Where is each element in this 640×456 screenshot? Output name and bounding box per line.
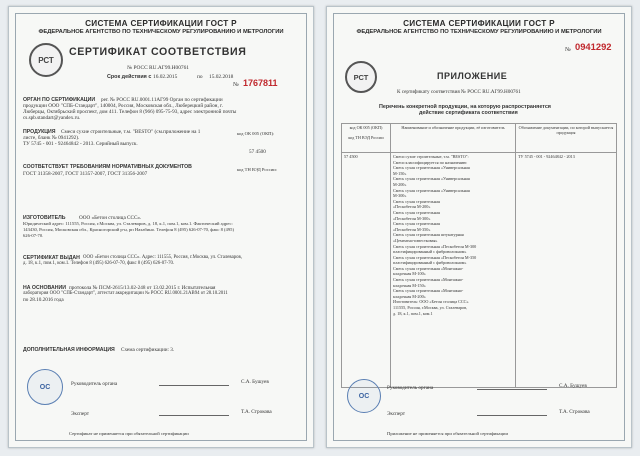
doc-reference: ТУ 5745 - 001 - 92464842 - 2013 — [518, 154, 575, 159]
expert-name: Т.А. Строкова — [559, 409, 590, 415]
expert-label: Эксперт — [71, 411, 89, 417]
products-cell — [391, 153, 516, 388]
okp-header: код ОК 005 (ОКП) — [349, 125, 383, 130]
list-item: Смесь сухая строительная — [393, 209, 440, 215]
list-item: 111555, Россия, г.Москва, ул. Сталеваров, — [393, 305, 468, 311]
appendix-subtitle: действие сертификата соответствия — [419, 110, 518, 116]
list-item: Смеси сухие строительные, т.м. "BESTO": — [393, 154, 469, 159]
manufacturer-line: 143430, Россия, Московская обл., Красногорский р-н, рп Нахабино. Телефон 8 (495) 626-07-70, факс 8 (495) — [23, 227, 234, 232]
list-item: Смесь сухая строительная «Монтажно- — [393, 288, 464, 294]
list-item: Смесь сухая строительная — [393, 198, 440, 204]
footer-note: Сертификат не применяется при обязательной сертификации — [69, 431, 189, 436]
list-item: Смесь сухая строительная «Пескобетон М-350 — [393, 254, 477, 260]
doc-cell — [516, 153, 617, 388]
serial-number: 1767811 — [243, 78, 278, 88]
system-title: СИСТЕМА СЕРТИФИКАЦИИ ГОСТ Р — [85, 19, 237, 28]
manufacturer-label: ИЗГОТОВИТЕЛЬ — [23, 215, 66, 221]
cert-body-line: Люберцы, Октябрьский проспект, дом 411. Телефон 8 (966) 095-75-93, адрес электронной почты — [23, 109, 237, 115]
product-table — [341, 123, 617, 388]
okp-label: код ОК 005 (ОКП): — [237, 131, 275, 136]
extra-info-value: Схема сертификации: 3. — [121, 347, 175, 353]
product-list — [393, 154, 513, 316]
issued-label: СЕРТИФИКАТ ВЫДАН — [23, 255, 80, 261]
gost-logo-icon: РСТ — [345, 61, 377, 93]
basis-line: протокола № ПСМ-2615/13.02-248 от 13.02.2015 г. Испытательная — [69, 285, 216, 291]
product-label: ПРОДУКЦИЯ — [23, 129, 56, 135]
agency-title: ФЕДЕРАЛЬНОЕ АГЕНТСТВО ПО ТЕХНИЧЕСКОМУ РЕГУЛИРОВАНИЮ И МЕТРОЛОГИИ — [38, 29, 284, 35]
signature-line — [477, 407, 547, 416]
conformity-label: СООТВЕТСТВУЕТ ТРЕБОВАНИЯМ НОРМАТИВНЫХ ДОКУМЕНТОВ — [23, 164, 192, 170]
basis-line: по 28.10.2016 года — [23, 297, 64, 303]
list-item: М-200» — [393, 181, 407, 187]
cert-body-line: рег. № РОСС RU.0001.11АГ99 Орган по сертификации — [101, 97, 223, 103]
name-header: Наименование и обозначение продукции, её изготовитель — [401, 125, 505, 130]
list-item: Смесь сухая строительная «Монтажно- — [393, 277, 464, 283]
list-item: кладочная М-150» — [393, 282, 426, 288]
list-item: пластифицированный с фиброволокном» — [393, 249, 467, 255]
cert-body-line: продукции ООО "СПБ-Стандарт", 140004, Россия, Московская обл., Люберецкий район, г. — [23, 103, 223, 109]
date-from: 16.02.2015 — [153, 74, 178, 80]
table-header-cell — [516, 124, 617, 153]
head-name: С.А. Бушуев — [559, 383, 587, 389]
certificate-title: СЕРТИФИКАТ СООТВЕТСТВИЯ — [69, 46, 247, 58]
gost-logo-icon: РСТ — [29, 43, 63, 77]
basis-label: НА ОСНОВАНИИ — [23, 285, 66, 291]
list-item: Смесь сухая строительная штукатурная — [393, 232, 464, 238]
table-header-cell — [391, 124, 516, 153]
signature-line — [477, 381, 547, 390]
tnved-header: код ТН ВЭД России — [348, 135, 384, 140]
list-item: кладочная М-200» — [393, 293, 426, 299]
extra-info-label: ДОПОЛНИТЕЛЬНАЯ ИНФОРМАЦИЯ — [23, 347, 115, 353]
date-to: 15.02.2018 — [209, 74, 234, 80]
expert-label: Эксперт — [387, 411, 405, 417]
signature-line — [159, 377, 229, 386]
basis-line: лаборатория ООО "СПБ-Стандарт", аттестат аккредитации № РОСС RU.0001.21АВ94 от 28.10.2011 — [23, 291, 228, 296]
list-item: кладочная М-100» — [393, 271, 426, 277]
product-line: листе, бланк № 0941292). — [23, 135, 80, 141]
list-item: Смесь сухая строительная «Пескобетон М-300 — [393, 243, 477, 249]
certificate-page — [8, 6, 314, 448]
cert-reference: К сертификату соответствия № РОСС RU.АГ99.Н00761 — [397, 89, 521, 95]
doc-header: Обозначение документации, по которой выпускается продукция — [518, 125, 614, 135]
issued-line: д. 18, к.1, пом.1, ком.1. Телефон 8 (495) 626-07-70, факс 8 (495) 626-07-70. — [23, 261, 175, 266]
list-item: Смесь сухая строительная «Универсальная — [393, 176, 470, 182]
serial-label: № — [233, 82, 239, 88]
list-item: Смесь сухая строительная «Монтажно- — [393, 265, 464, 271]
okp-cell — [342, 153, 391, 388]
system-title: СИСТЕМА СЕРТИФИКАЦИИ ГОСТ Р — [403, 19, 555, 28]
list-items — [393, 160, 513, 317]
table-header-row — [342, 124, 617, 153]
agency-title: ФЕДЕРАЛЬНОЕ АГЕНТСТВО ПО ТЕХНИЧЕСКОМУ РЕГУЛИРОВАНИЮ И МЕТРОЛОГИИ — [356, 29, 602, 35]
list-item: пластифицированный с фиброволокном» — [393, 260, 467, 266]
table-header-cell — [342, 124, 391, 153]
okp-code: 57 4500 — [249, 149, 266, 155]
list-item: М-300» — [393, 193, 407, 199]
serial-number: 0941292 — [575, 41, 612, 52]
list-item: Смесь сухая строительная — [393, 221, 440, 227]
stamp-seal-icon: ОС — [27, 369, 63, 405]
validity-label: Срок действия с — [107, 74, 152, 80]
cert-body-label: ОРГАН ПО СЕРТИФИКАЦИИ — [23, 97, 96, 103]
manufacturer-line: ООО «Бетон столица ССС». — [79, 215, 142, 221]
list-item: «Цементно-известковая» — [393, 237, 438, 243]
serial-label: № — [565, 47, 571, 53]
head-name: С.А. Бушуев — [241, 379, 269, 385]
table-row — [342, 153, 617, 388]
list-item: Смесь сухая строительная «Универсальная — [393, 187, 470, 193]
list-item: «Пескобетон М-200» — [393, 204, 431, 210]
date-to-label: по — [197, 74, 203, 80]
head-label: Руководитель органа — [387, 385, 434, 391]
head-label: Руководитель органа — [71, 381, 118, 387]
reg-number: № РОСС RU.АГ99.Н00761 — [127, 65, 190, 71]
expert-name: Т.А. Строкова — [241, 409, 272, 415]
appendix-title: ПРИЛОЖЕНИЕ — [437, 71, 508, 81]
list-item: д. 18, к.1, пом.1, ком.1 — [393, 310, 433, 316]
issued-line: ООО «Бетон столица ССС». Адрес: 111555, Россия, г.Москва, ул. Сталеваров, — [83, 255, 242, 260]
stamp-seal-icon: ОС — [347, 379, 381, 413]
list-item: «Пескобетон М-300» — [393, 215, 431, 221]
list-item: Смеси классифицируется по назначению: — [393, 159, 468, 165]
list-item: Смесь сухая строительная «Универсальная — [393, 165, 470, 171]
list-item: М-150» — [393, 170, 407, 176]
conformity-docs: ГОСТ 31358-2007, ГОСТ 31357-2007, ГОСТ 31356-2007 — [23, 171, 148, 177]
product-line: Смеси сухие строительные, т.м. "BESTO" (см.приложение на 1 — [61, 129, 201, 135]
tnved-label: код ТН ВЭД России: — [237, 167, 278, 172]
signature-line — [159, 407, 229, 416]
product-line: ТУ 5745 - 001 - 92464842 - 2013. Серийный выпуск. — [23, 141, 138, 147]
manufacturer-line: 626-07-70. — [23, 233, 44, 238]
list-item: «Пескобетон М-350» — [393, 226, 431, 232]
manufacturer-line: Юридический адрес: 111555, Россия, г.Москва, ул. Сталеваров, д. 18, к.1, пом.1, ком.1. Фактический адрес: — [23, 221, 233, 226]
okp-code: 57 4500 — [344, 154, 358, 159]
cert-body-line: cs.spb.standart@yandex.ru. — [23, 115, 81, 121]
appendix-subtitle: Перечень конкретной продукции, на которую распространяется — [379, 104, 551, 110]
appendix-page — [326, 6, 632, 448]
list-item: Изготовитель: ООО «Бетон столица ССС» — [393, 299, 469, 305]
footer-note: Приложение не применяется при обязательной сертификации — [387, 431, 508, 436]
